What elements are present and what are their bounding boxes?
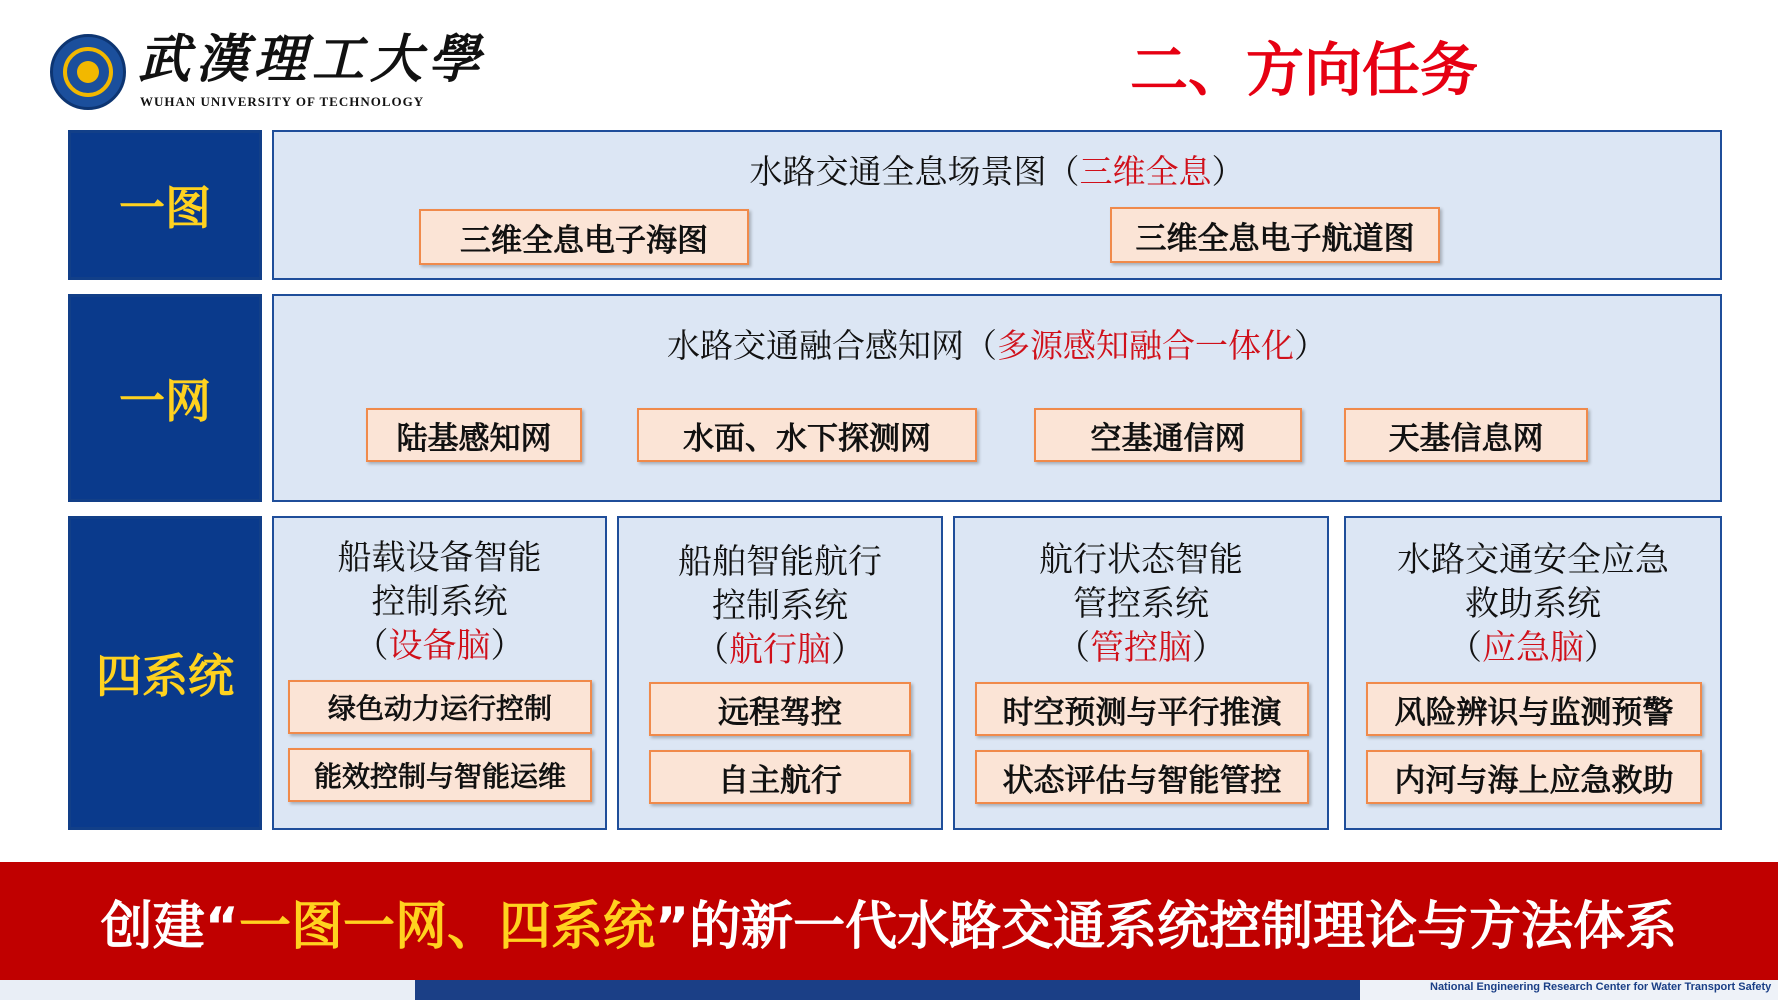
- chip-remote-control: 远程驾控: [649, 682, 911, 736]
- chip-green-power: 绿色动力运行控制: [288, 680, 592, 734]
- system-brain-label: 设备脑: [388, 626, 491, 666]
- chip-space-net: 天基信息网: [1344, 408, 1588, 462]
- row-label-systems: 四系统: [68, 516, 262, 830]
- chip-water-net: 水面、水下探测网: [637, 408, 977, 462]
- university-name-en: WUHAN UNIVERSITY OF TECHNOLOGY: [140, 94, 425, 109]
- panel-map-title-highlight: 三维全息: [1079, 152, 1212, 191]
- chip-3d-chart: 三维全息电子海图: [419, 209, 749, 265]
- chip-risk: 风险辨识与监测预警: [1366, 682, 1702, 736]
- system-title: 船载设备智能 控制系统 （设备脑）: [337, 538, 542, 666]
- banner-highlight: 一图一网、四系统: [238, 896, 655, 957]
- chip-assessment: 状态评估与智能管控: [975, 750, 1309, 804]
- summary-banner: 创建“ 一图一网、四系统 ”的新一代水路交通系统控制理论与方法体系: [0, 862, 1778, 980]
- chip-rescue: 内河与海上应急救助: [1366, 750, 1702, 804]
- system-title: 船舶智能航行 控制系统 （航行脑）: [678, 542, 882, 670]
- system-title: 水路交通安全应急 救助系统 （应急脑）: [1397, 540, 1669, 668]
- slide-title: 二、方向任务: [1130, 36, 1479, 104]
- system-panel-equipment: [272, 516, 607, 830]
- panel-net-title-highlight: 多源感知融合一体化: [997, 326, 1294, 365]
- system-brain-label: 管控脑: [1090, 628, 1192, 668]
- chip-autonomous: 自主航行: [649, 750, 911, 804]
- university-emblem-icon: [50, 34, 126, 110]
- row-label-net: 一网: [68, 294, 262, 502]
- system-title: 航行状态智能 管控系统 （管控脑）: [1039, 540, 1243, 668]
- system-panel-emergency: [1344, 516, 1722, 830]
- panel-map: [272, 130, 1722, 280]
- panel-net-title: 水路交通融合感知网（多源感知融合一体化）: [667, 326, 1327, 365]
- university-name-cn: 武漢理工大學: [138, 29, 487, 90]
- chip-air-net: 空基通信网: [1034, 408, 1302, 462]
- footer-left-logo-area: [0, 980, 415, 1000]
- panel-net: [272, 294, 1722, 502]
- footer-right-text: National Engineering Research Center for Water Transport Safety: [1430, 981, 1772, 993]
- system-panel-navigation: [617, 516, 943, 830]
- row-label-map: 一图: [68, 130, 262, 280]
- chip-land-net: 陆基感知网: [366, 408, 582, 462]
- chip-efficiency: 能效控制与智能运维: [288, 748, 592, 802]
- system-panel-management: [953, 516, 1329, 830]
- system-brain-label: 应急脑: [1482, 628, 1584, 668]
- panel-map-title: 水路交通全息场景图（三维全息）: [749, 152, 1245, 191]
- chip-prediction: 时空预测与平行推演: [975, 682, 1309, 736]
- chip-3d-waterway-chart: 三维全息电子航道图: [1110, 207, 1440, 263]
- system-brain-label: 航行脑: [729, 630, 831, 670]
